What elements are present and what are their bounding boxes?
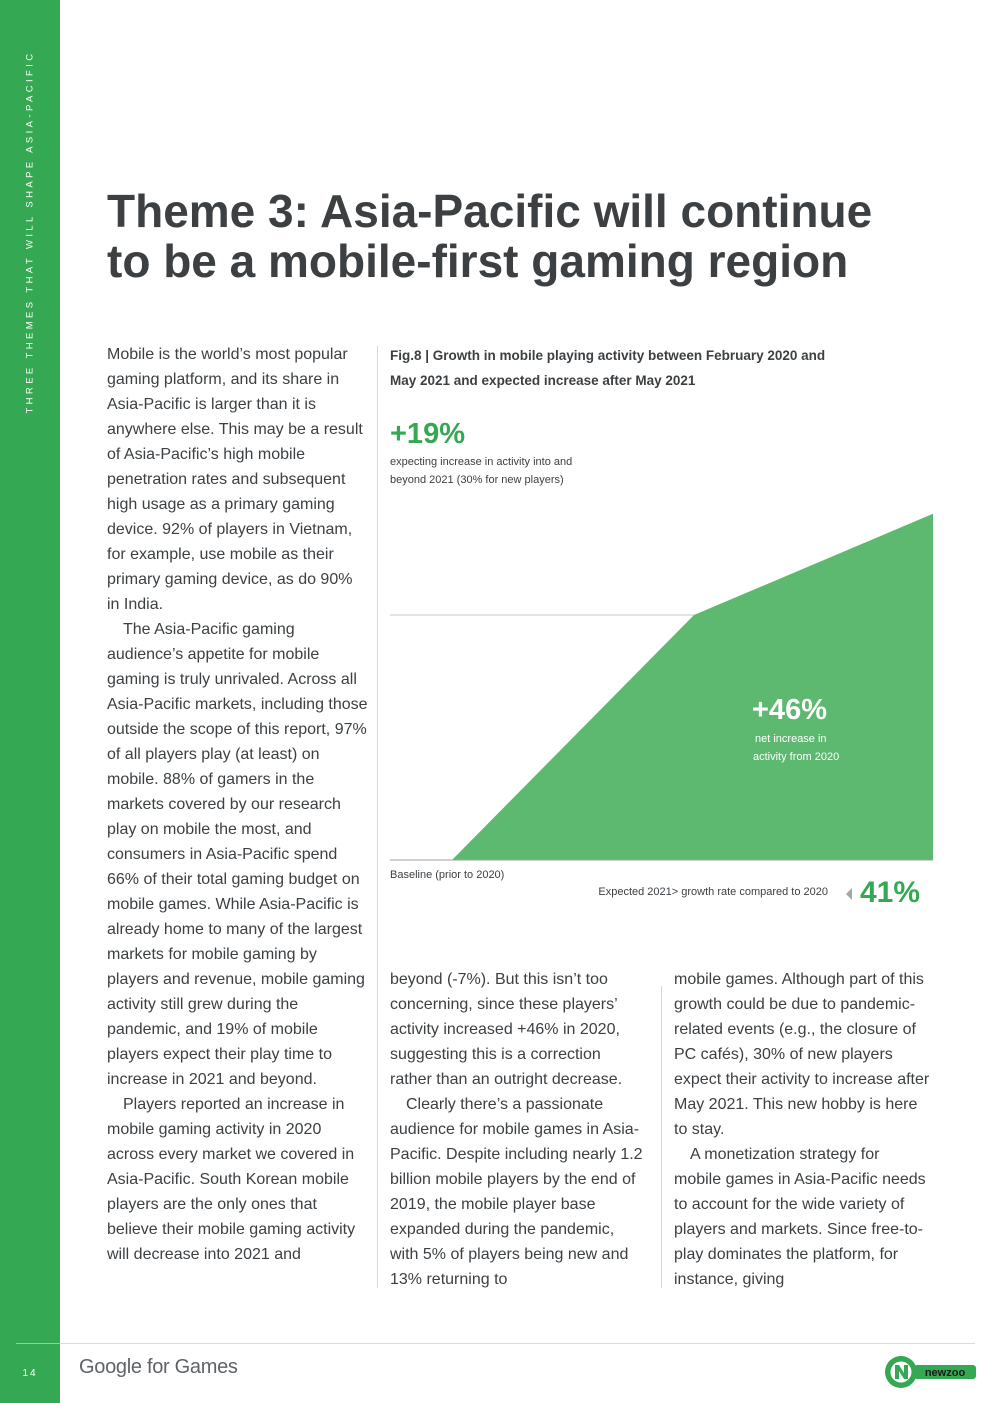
paragraph: mobile games. Although part of this growth could be due to pandemic-related events (e.g., the closure of PC cafés), 30% of new players expect their activity to increase after May 2021. This new hobby is here to stay.	[674, 971, 930, 1138]
column-divider	[377, 346, 378, 1288]
figure-caption-line-1: Fig.8 | Growth in mobile playing activity between February 2020 and	[390, 348, 826, 363]
paragraph: Players reported an increase in mobile gaming activity in 2020 across every market we covered in Asia-Pacific. South Korean mobile players are the only ones that believe their mobile gaming activity will decrease into 2021 and	[107, 1096, 356, 1263]
sidebar	[0, 0, 60, 1403]
paragraph: beyond (-7%). But this isn’t too concerning, since these players’ activity increased +46% in 2020, suggesting this is a correction rather than an outright decrease.	[390, 971, 623, 1088]
stat-top-desc-line-2: beyond 2021 (30% for new players)	[390, 474, 564, 486]
baseline-label: Baseline (prior to 2020)	[390, 869, 505, 881]
body-column-2	[390, 967, 646, 1292]
growth-area-chart	[388, 490, 935, 870]
google-for-games-logo	[79, 1356, 238, 1379]
page-title	[107, 186, 967, 286]
figure-caption	[390, 343, 950, 393]
page-number: 14	[22, 1368, 38, 1379]
paragraph: Clearly there’s a passionate audience for mobile games in Asia-Pacific. Despite including nearly 1.2 billion mobile players by the end of 2019, the mobile player base expanded during the pandemic, with 5% of players being new and 13% returning to	[390, 1096, 643, 1288]
body-column-3	[674, 967, 930, 1292]
sidebar-divider	[16, 1343, 60, 1344]
page-title-line-1: Theme 3: Asia-Pacific will continue	[107, 185, 873, 237]
stat-mid-desc-line-1: net increase in	[755, 733, 827, 745]
newzoo-logo	[884, 1355, 978, 1389]
running-header: THREE THEMES THAT WILL SHAPE ASIA-PACIFIC	[24, 50, 36, 414]
stat-top-description	[390, 453, 650, 489]
partner-logo-text: newzoo	[924, 1367, 966, 1379]
figure-caption-line-2: May 2021 and expected increase after May 2021	[390, 373, 696, 388]
column-divider	[661, 986, 662, 1288]
paragraph: The Asia-Pacific gaming audience’s appetite for mobile gaming is truly unrivaled. Across all Asia-Pacific markets, including those outside the scope of this report, 97% of all players play (at least) on mobile. 88% of gamers in the markets covered by our research play on mobile the most, and consumers in Asia-Pacific spend 66% of their total gaming budget on mobile games. While Asia-Pacific is already home to many of the largest markets for mobile gaming by players and revenue, mobile gaming activity still grew during the pandemic, and 19% of mobile players expect their play time to increase in 2021 and beyond.	[107, 621, 368, 1088]
arrow-left-icon	[846, 888, 852, 900]
paragraph: Mobile is the world’s most popular gaming platform, and its share in Asia-Pacific is larger than it is anywhere else. This may be a result of Asia-Pacific’s high mobile penetration rates and subsequent high usage as a primary gaming device. 92% of players in Vietnam, for example, use mobile as their primary gaming device, as do 90% in India.	[107, 346, 363, 613]
body-column-1	[107, 342, 369, 1267]
stat-top-desc-line-1: expecting increase in activity into and	[390, 456, 573, 468]
brand-for-games: for Games	[141, 1356, 238, 1378]
stat-mid-description	[753, 730, 903, 766]
stat-mid-value: +46%	[752, 694, 827, 726]
stat-top-value: +19%	[390, 418, 465, 450]
page-title-line-2: to be a mobile-first gaming region	[107, 235, 849, 287]
area-segment-19	[694, 514, 933, 615]
footer-divider	[60, 1343, 975, 1344]
expected-growth-value: 41%	[860, 876, 921, 909]
brand-google: Google	[79, 1356, 142, 1378]
expected-growth-label: Expected 2021> growth rate compared to 2020	[598, 886, 828, 898]
paragraph: A monetization strategy for mobile games in Asia-Pacific needs to account for the wide variety of players and markets. Since free-to-play dominates the platform, for instance, giving	[674, 1146, 926, 1288]
stat-mid-desc-line-2: activity from 2020	[753, 751, 840, 763]
